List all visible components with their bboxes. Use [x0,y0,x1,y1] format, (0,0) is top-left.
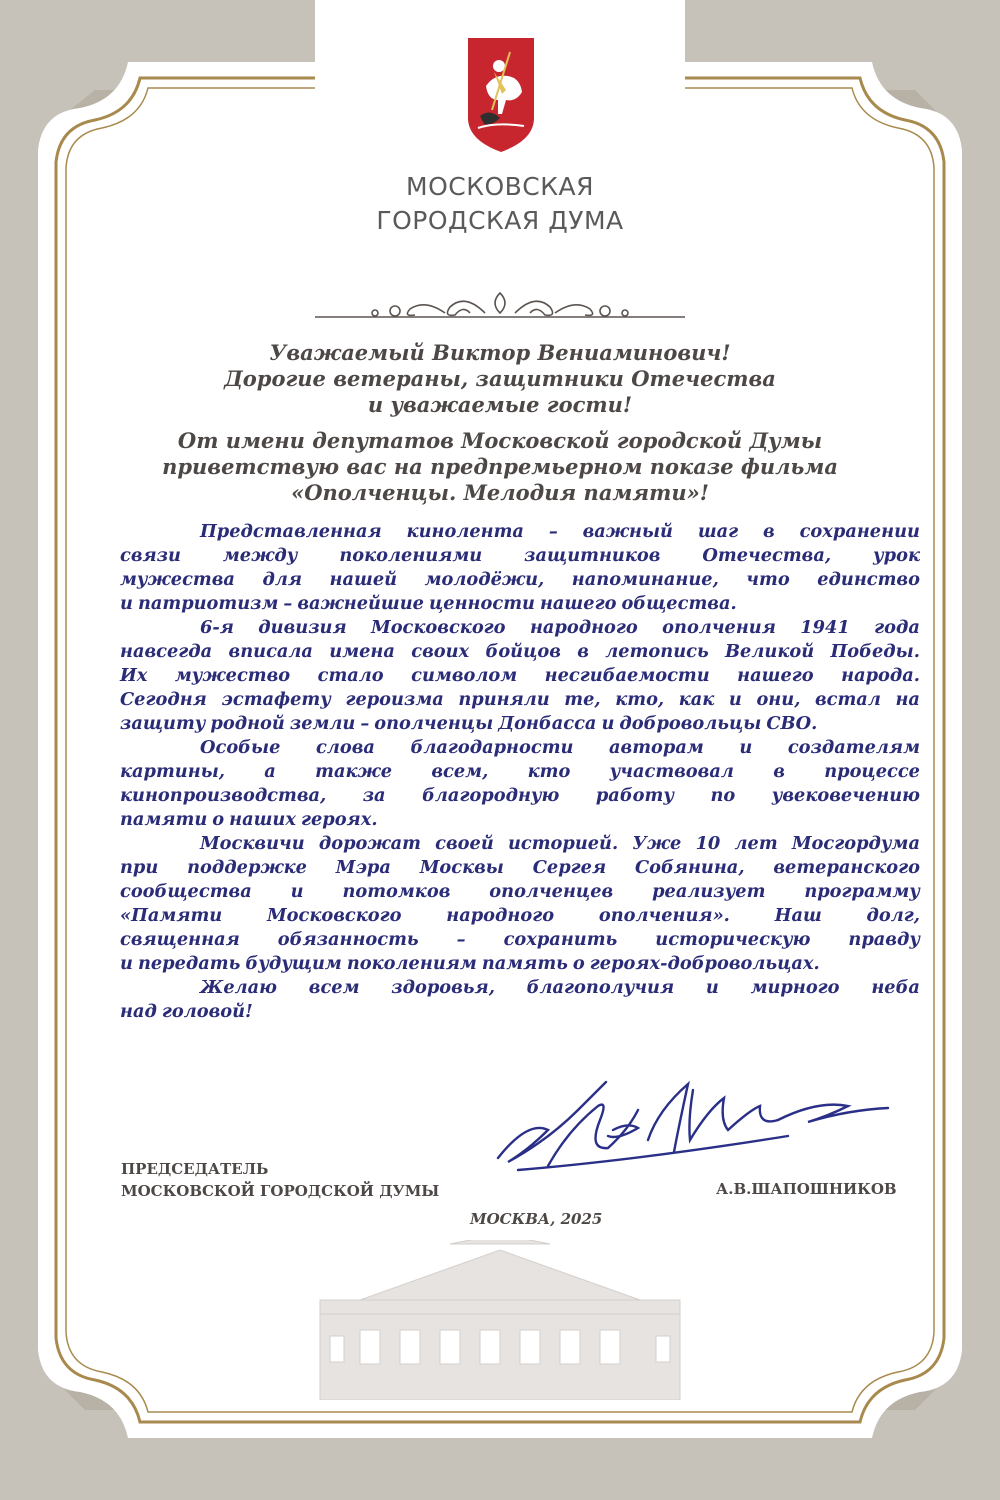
paragraph-line: Москвичи дорожат своей историей. Уже 10 лет Мосгордума [200,833,920,854]
paragraph [120,832,920,976]
signatory-title-line1: ПРЕДСЕДАТЕЛЬ [121,1160,269,1178]
paragraph-line: Их мужество стало символом несгибаемости нашего народа. [120,665,920,686]
paragraph-line: Сегодня эстафету героизма приняли те, кто, как и они, встал на [120,689,920,710]
city-hall-building-icon [300,1240,700,1400]
paragraph-line: 6-я дивизия Московского народного ополчения 1941 года [200,617,920,638]
greeting-line2: Дорогие ветераны, защитники Отечества [224,366,776,391]
paragraph-line: памяти о наших героях. [120,809,378,830]
paragraph-line: «Памяти Московского народного ополчения». Наш долг, [120,905,920,926]
signature [488,1070,908,1180]
paragraph-line: сообщества и потомков ополченцев реализует программу [120,881,920,902]
signatory-title-line2: МОСКОВСКОЙ ГОРОДСКОЙ ДУМЫ [121,1182,440,1200]
paragraph-line: над головой! [120,1001,253,1022]
paragraph-line: Особые слова благодарности авторам и создателям [200,737,920,758]
intro-line1: От имени депутатов Московской городской Думы [177,428,823,453]
letter-body [120,520,920,1024]
paragraph-line: и патриотизм – важнейшие ценности нашего общества. [120,593,737,614]
paragraph [120,736,920,832]
paragraph-line: и передать будущим поколениям память о героях-добровольцах. [120,953,820,974]
paragraph-line: кинопроизводства, за благородную работу по увековечению [120,785,920,806]
intro-line3: «Ополченцы. Мелодия памяти»! [291,480,709,505]
greeting-line1: Уважаемый Виктор Вениаминович! [269,340,731,365]
signatory-title [121,1158,439,1202]
paragraph-line: связи между поколениями защитников Отечества, урок [120,545,920,566]
paragraph-line: защиту родной земли – ополченцы Донбасса и добровольцы СВО. [120,713,818,734]
paragraph-line: при поддержке Мэра Москвы Сергея Собянина, ветеранского [120,857,920,878]
org-name-line2: ГОРОДСКАЯ ДУМА [376,206,624,235]
organization-name [315,170,685,238]
paragraph-line: картины, а также всем, кто участвовал в процессе [120,761,920,782]
greeting-line3: и уважаемые гости! [367,392,633,417]
paragraph [120,976,920,1024]
place-date: МОСКВА, 2025 [470,1210,603,1228]
intro [150,428,850,506]
signatory-name: А.В.ШАПОШНИКОВ [716,1180,897,1198]
greeting [150,340,850,418]
paragraph [120,520,920,616]
paragraph-line: навсегда вписала имена своих бойцов в летопись Великой Победы. [120,641,920,662]
paragraph-line: священная обязанность – сохранить историческую правду [120,929,920,950]
paragraph [120,616,920,736]
paragraph-line: мужества для нашей молодёжи, напоминание, что единство [120,569,920,590]
ornament-divider [315,285,685,330]
paragraph-line: Представленная кинолента – важный шаг в сохранении [200,521,920,542]
moscow-coat-of-arms-icon [466,36,536,154]
intro-line2: приветствую вас на предпремьерном показе фильма [162,454,838,479]
paragraph-line: Желаю всем здоровья, благополучия и мирного неба [200,977,920,998]
org-name-line1: МОСКОВСКАЯ [406,172,594,201]
